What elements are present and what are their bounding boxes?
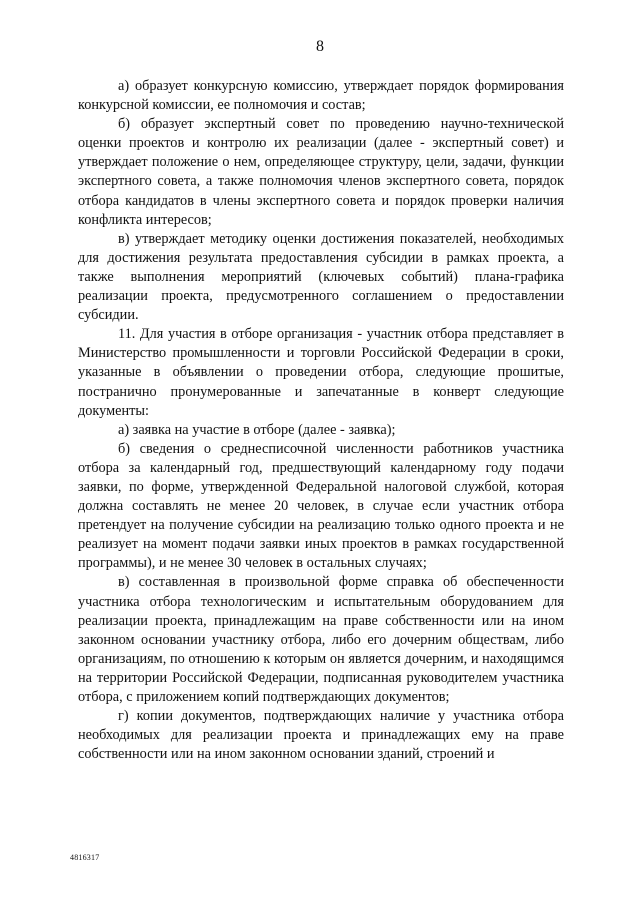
page-number: 8 — [316, 38, 324, 55]
paragraph-item-v-methodology: в) утверждает методику оценки достижения показателей, необходимых для достижения результата предоставления субсидии в рамках проекта, а также выполнения мероприятий (ключевых событий) плана-графика реализации проекта, предусмотренного соглашением о предоставлении субсидии. — [78, 230, 564, 324]
paragraph-doc-a-application: а) заявка на участие в отборе (далее - заявка); — [118, 421, 396, 438]
document-body — [78, 77, 564, 764]
paragraph-doc-v-equipment: в) составленная в произвольной форме справка об обеспеченности участника отбора технологическим и испытательным оборудованием для реализации проекта, принадлежащим на праве собственности или на ином законном основании участнику отбора, либо его дочерним обществам, либо организациям, по отношению к которым он является дочерним, и находящимся на территории Российской Федерации, подписанная руководителем участника отбора, с приложением копий подтверждающих документов; — [78, 574, 564, 705]
paragraph-item-a-commission: а) образует конкурсную комиссию, утверждает порядок формирования конкурсной комиссии, ее полномочия и состав; — [78, 78, 564, 114]
document-code: 4816317 — [70, 853, 100, 862]
paragraph-doc-b-headcount: б) сведения о среднесписочной численности работников участника отбора за календарный год, предшествующий календарному году подачи заявки, по форме, утвержденной Федеральной налоговой службой, которая должна составлять не менее 20 человек, в случае если участник отбора претендует на получение субсидии на реализацию только одного проекта и не реализует на момент подачи заявки иных проектов в рамках государственной программы), и не менее 30 человек в остальных случаях; — [78, 440, 564, 572]
paragraph-doc-g-buildings: г) копии документов, подтверждающих наличие у участника отбора необходимых для реализации проекта и принадлежащих ему на праве собственности или на ином законном основании зданий, строений и — [78, 708, 564, 763]
paragraph-clause-11: 11. Для участия в отборе организация - участник отбора представляет в Министерство промышленности и торговли Российской Федерации в сроки, указанные в объявлении о проведении отбора, следующие прошитые, постранично пронумерованные и запечатанные в конверт следующие документы: — [78, 326, 564, 419]
paragraph-item-b-expert-council: б) образует экспертный совет по проведению научно-технической оценки проектов и контролю их реализации (далее - экспертный совет) и утверждает положение о нем, определяющее структуру, цели, задачи, функции экспертного совета, а также полномочия членов экспертного совета, порядок отбора кандидатов в члены экспертного совета и порядок проверки наличия конфликта интересов; — [78, 116, 564, 228]
